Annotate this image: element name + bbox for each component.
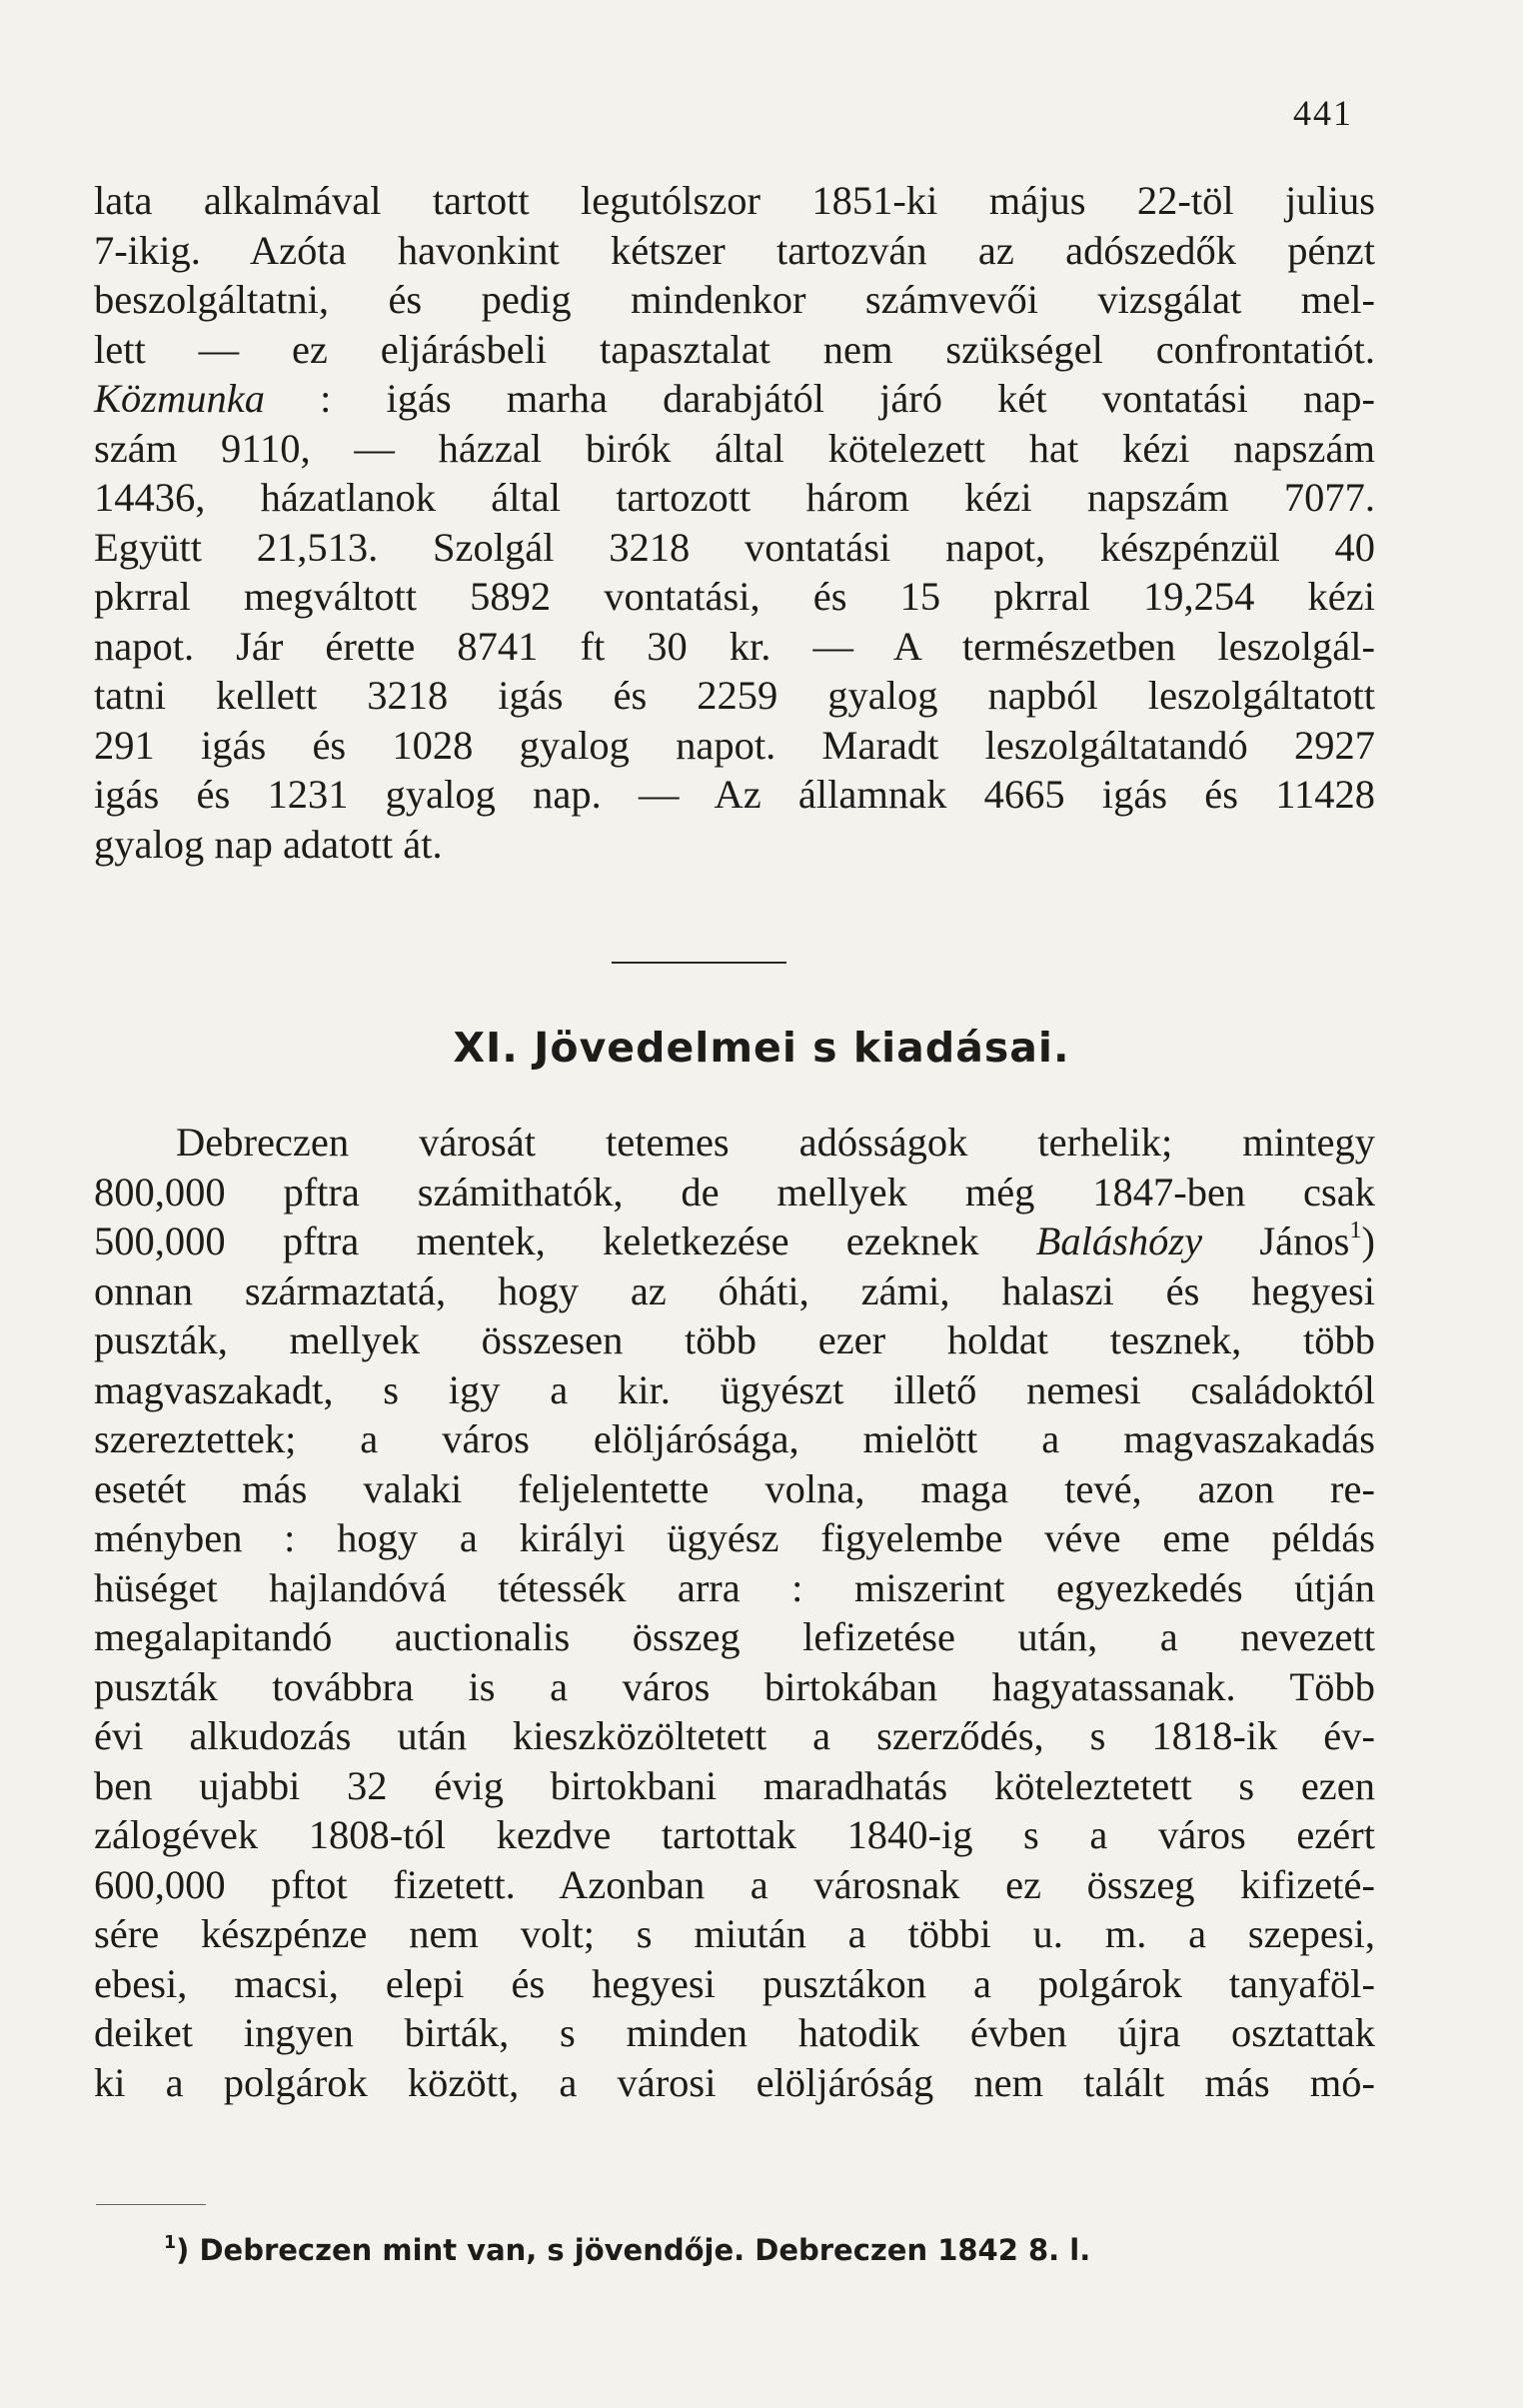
text-line: pkrral megváltott 5892 vontatási, és 15 pkrral 19,254 kézi: [94, 574, 1375, 619]
text-line: zálogévek 1808-tól kezdve tartottak 1840-ig s a város ezért: [94, 1812, 1375, 1857]
text-line: igás és 1231 gyalog nap. — Az államnak 4665 igás és 11428: [94, 772, 1375, 817]
text-line: magvaszakadt, s igy a kir. ügyészt illető nemesi családoktól: [94, 1366, 1375, 1412]
text-line: ményben : hogy a királyi ügyész figyelembe véve eme példás: [94, 1515, 1375, 1560]
text-line: 14436, házatlanok által tartozott három kézi napszám 7077.: [94, 475, 1375, 520]
paragraph-debts: [94, 1118, 1375, 2107]
footnote-text: ) Debreczen mint van, s jövendője. Debreczen 1842 8. l.: [176, 2233, 1091, 2267]
footnote-reference[interactable]: 1: [1349, 1216, 1362, 1243]
text-line: 7-ikig. Azóta havonkint kétszer tartozván az adószedők pénzt: [94, 227, 1375, 273]
text-line: beszolgáltatni, és pedig mindenkor számvevői vizsgálat mel-: [94, 277, 1375, 322]
text-line-rest: János: [1202, 1218, 1350, 1263]
text-line: [94, 1216, 1375, 1266]
footnote: [164, 2233, 1090, 2267]
text-line: napot. Jár érette 8741 ft 30 kr. — A természetben leszolgál-: [94, 623, 1375, 669]
text-line: onnan származtatá, hogy az óháti, zámi, halaszi és hegyesi: [94, 1267, 1375, 1313]
text-line-rest: : igás marha darabjától járó két vontatási nap-: [265, 376, 1375, 421]
footnote-reference-close: ): [1361, 1218, 1376, 1263]
text-line: hüséget hajlandóvá tétessék arra : miszerint egyezkedés útján: [94, 1564, 1375, 1610]
text-line: puszták, mellyek összesen több ezer holdat tesznek, több: [94, 1317, 1375, 1362]
section-separator: [612, 962, 786, 964]
paragraph-public-works: [94, 176, 1375, 869]
footnote-rule: [96, 2204, 206, 2205]
text-line: puszták továbbra is a város birtokában hagyatassanak. Több: [94, 1663, 1375, 1709]
text-line: ki a polgárok között, a városi elöljáróság nem talált más mó-: [94, 2059, 1375, 2105]
text-line: Debreczen városát tetemes adósságok terhelik; mintegy: [176, 1120, 1375, 1165]
text-line: esetét más valaki feljelentette volna, maga tevé, azon re-: [94, 1465, 1375, 1511]
text-line: megalapitandó auctionalis összeg lefizetése után, a nevezett: [94, 1614, 1375, 1659]
text-line: ebesi, macsi, elepi és hegyesi pusztákon a polgárok tanyaföl-: [94, 1960, 1375, 2006]
text-line: lata alkalmával tartott legutólszor 1851-ki május 22-töl julius: [94, 178, 1375, 223]
text-line: deiket ingyen birták, s minden hatodik évben újra osztattak: [94, 2010, 1375, 2055]
italic-name: Baláshózy: [1035, 1218, 1203, 1263]
text-line: évi alkudozás után kieszközöltetett a szerződés, s 1818-ik év-: [94, 1713, 1375, 1758]
section-heading: XI. Jövedelmei s kiadásai.: [453, 1024, 1070, 1072]
text-line-start: 500,000 pftra mentek, keletkezése ezeknek: [94, 1218, 1036, 1263]
italic-term: Közmunka: [94, 376, 265, 421]
text-line: [94, 374, 1375, 424]
text-line: Együtt 21,513. Szolgál 3218 vontatási napot, készpénzül 40: [94, 524, 1375, 570]
page-number: 441: [1293, 93, 1353, 133]
footnote-mark: 1: [164, 2232, 177, 2253]
text-line: lett — ez eljárásbeli tapasztalat nem szükségel confrontatiót.: [94, 326, 1375, 372]
text-line: 800,000 pftra számithatók, de mellyek még 1847-ben csak: [94, 1169, 1375, 1214]
text-line: 291 igás és 1028 gyalog napot. Maradt leszolgáltatandó 2927: [94, 722, 1375, 768]
text-line: sére készpénze nem volt; s miután a többi u. m. a szepesi,: [94, 1911, 1375, 1956]
text-line: 600,000 pftot fizetett. Azonban a városnak ez összeg kifizeté-: [94, 1861, 1375, 1907]
text-line: szereztettek; a város elöljárósága, mielött a magvaszakadás: [94, 1416, 1375, 1461]
text-line: ben ujabbi 32 évig birtokbani maradhatás köteleztetett s ezen: [94, 1762, 1375, 1808]
text-line: gyalog nap adatott át.: [94, 821, 443, 867]
text-line: szám 9110, — házzal birók által kötelezett hat kézi napszám: [94, 425, 1375, 471]
text-line: tatni kellett 3218 igás és 2259 gyalog napból leszolgáltatott: [94, 673, 1375, 718]
